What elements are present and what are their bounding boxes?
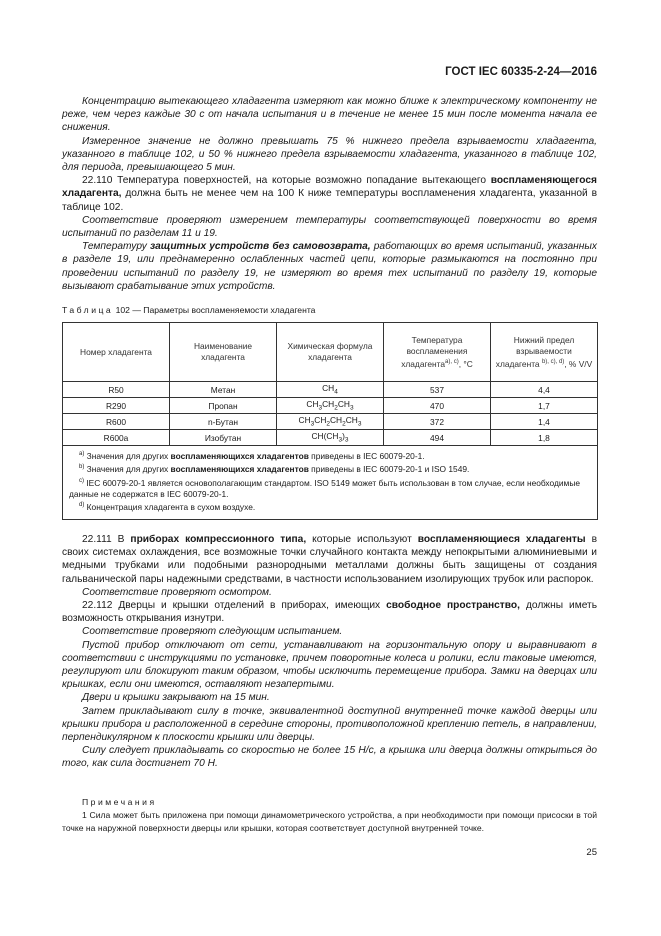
formula-subscript: 3 (349, 404, 354, 412)
paragraph: Двери и крышки закрывают на 15 мин. (82, 692, 270, 704)
refrigerant-name: Метан (170, 382, 277, 398)
ignition-temperature: 494 (384, 430, 491, 446)
refrigerant-name: n-Бутан (170, 414, 277, 430)
caption-text: 102 — Параметры воспламеняемости хладагента (113, 305, 316, 315)
col-header: Химическая формула хладагента (277, 323, 384, 382)
paragraph-22-110 (62, 174, 597, 214)
document-id-header: ГОСТ IEC 60335-2-24—2016 (445, 66, 597, 78)
text: 22.110 Температура поверхностей, на которые возможно попадание вытекающего (82, 175, 491, 187)
lower-explosive-limit: 1,7 (491, 398, 598, 414)
col-header (384, 323, 491, 382)
formula-subscript: 3 (318, 404, 323, 412)
chemical-formula (277, 398, 384, 414)
mark: d) (79, 502, 85, 509)
table-row (63, 430, 598, 446)
formula-subscript: 3 (338, 436, 343, 444)
notes-block (62, 796, 597, 835)
text: Концентрация хладагента в сухом воздухе. (86, 502, 256, 513)
text: Температуру (82, 241, 150, 253)
refrigerant-name: Пропан (170, 398, 277, 414)
text: IEC 60079-20-1 является основополагающим стандартом. ISO 5149 может быть использован в том случае, если необходимые данные не содержатся в IEC 60079-20-1. (69, 477, 580, 499)
text: Значения для других (86, 464, 171, 475)
text: , % V/V (564, 358, 593, 369)
formula-part: CH (322, 383, 335, 394)
term-bold: воспламеняющихся хладагентов (170, 464, 309, 475)
text: приведены в IEC 60079-20-1 и ISO 1549. (308, 464, 470, 475)
text: которые используют (306, 534, 418, 545)
table-row (63, 382, 598, 398)
col-header: Номер хладагента (63, 323, 170, 382)
lower-explosive-limit: 1,4 (491, 414, 598, 430)
term-bold: воспламеняющиеся хладагенты (417, 534, 586, 545)
formula-part: CH (306, 399, 319, 410)
mark: b) (79, 464, 85, 471)
formula-part: CH (330, 415, 343, 426)
text: Нижний предел взрываемости хладагента (495, 334, 575, 369)
formula-subscript: 2 (342, 420, 346, 428)
text: 22.112 Дверцы и крышки отделений в приборах, имеющих (82, 600, 387, 612)
refrigerant-number: R290 (63, 398, 170, 414)
notes-title: Примечания (82, 797, 157, 807)
paragraph-22-112 (62, 599, 597, 625)
term-bold: защитных устройств без самовозврата, (149, 241, 371, 253)
footnote-a (69, 449, 591, 462)
paragraph: Концентрацию вытекающего хладагента измеряют как можно ближе к электрическому компоненту не реже, чем через каждые 30 с от начала испытания и в течение не менее 15 мин после момента начала ее снижения. (62, 96, 597, 134)
term-bold: воспламеняющегося хладагента, (62, 175, 597, 200)
formula-subscript: 3 (344, 436, 349, 444)
table-row (63, 398, 598, 414)
ignition-temperature: 372 (384, 414, 491, 430)
formula-part: CH(CH (311, 431, 339, 442)
refrigerant-table (62, 322, 598, 520)
page-number: 25 (586, 847, 597, 858)
term-bold: свободное пространство, (386, 600, 520, 612)
footnote-ref: b), c), d) (541, 358, 565, 365)
formula-part: CH (298, 415, 311, 426)
formula-subscript: 3 (357, 420, 362, 428)
paragraph: Силу следует прикладывать со скоростью не более 15 Н/с, а крышка или дверца должны открыться до того, как сила достигнет 70 Н. (62, 745, 597, 770)
text: приведены в IEC 60079-20-1. (308, 450, 425, 461)
chemical-formula (277, 382, 384, 398)
paragraph-22-111 (62, 533, 597, 586)
footnote-ref: a), c) (445, 358, 459, 365)
chemical-formula (277, 414, 384, 430)
text: Значения для других (86, 450, 171, 461)
top-text-block (62, 95, 597, 293)
paragraph: Пустой прибор отключают от сети, устанавливают на горизонтальную опору и выравнивают в соответствии с инструкциями по установке, причем поворотные колеса и ролики, если таковые имеются, регулируют или блокируют таким образом, чтобы исключить перемещение прибора. Замки на дверцах или крышках, если они имеются, оставляют незапертыми. (62, 639, 597, 691)
refrigerant-number: R600 (63, 414, 170, 430)
paragraph: Затем прикладывают силу в точке, эквивалентной доступной внутренней точке каждой дверцы или крышки прибора и расположенной в середине стороны, противоположной креплению петель, в направлении, перпендикулярном к плоскости крышки или дверцы. (62, 705, 597, 744)
table-header-row (63, 323, 598, 382)
bottom-text-block (62, 533, 597, 771)
note-1: 1 Сила может быть приложена при помощи динамометрического устройства, а при необходимости при помощи присоски в той точке на наружной поверхности дверцы или крышки, которая соответствует доступной внутренней точке. (62, 810, 597, 833)
paragraph (62, 240, 597, 293)
caption-prefix: Таблица (62, 305, 114, 315)
table-footnotes (63, 446, 598, 520)
term-bold: воспламеняющихся хладагентов (170, 450, 309, 461)
refrigerant-number: R600a (63, 430, 170, 446)
chemical-formula (277, 430, 384, 446)
footnote-c (69, 476, 591, 501)
formula-part: CH (345, 415, 358, 426)
col-header (491, 323, 598, 382)
formula-part: CH (314, 415, 327, 426)
formula-subscript: 3 (310, 420, 315, 428)
text: в своих системах охлаждения, все возможные точки случайного контакта между непокрытыми алюминиевыми и медными трубками или подобными разнородными металлами должны быть защищены от создания гальванической пары надежными средствами, в частности использованием изолирующих трубок или распорок. (62, 534, 597, 585)
footnote-b (69, 462, 591, 475)
footnotes-row (63, 446, 598, 520)
table-caption (62, 305, 315, 315)
mark: a) (79, 451, 85, 457)
text: , °C (458, 358, 473, 369)
ignition-temperature: 470 (384, 398, 491, 414)
text: 22.111 В (82, 534, 131, 545)
paragraph: Соответствие проверяют следующим испытанием. (82, 626, 343, 638)
lower-explosive-limit: 4,4 (491, 382, 598, 398)
table-row (63, 414, 598, 430)
paragraph: Измеренное значение не должно превышать 75 % нижнего предела взрываемости хладагента, указанного в таблице 102, и 50 % нижнего предела взрываемости хладагента, указанного в таблице 102, для периода, превышающего 5 мин. (62, 135, 597, 174)
mark: c) (79, 477, 84, 484)
text: должны иметь возможность открывания изнутри. (62, 600, 597, 625)
paragraph: Соответствие проверяют осмотром. (82, 586, 272, 598)
formula-subscript: 4 (334, 388, 338, 396)
formula-subscript: 2 (326, 420, 330, 428)
col-header: Наименование хладагента (170, 323, 277, 382)
formula-part: CH (322, 399, 335, 410)
formula-part: CH (337, 399, 350, 410)
refrigerant-number: R50 (63, 382, 170, 398)
footnote-d (69, 500, 591, 513)
paragraph: Соответствие проверяют измерением температуры соответствующей поверхности во время испытаний по разделам 11 и 19. (62, 214, 597, 240)
text: должна быть не менее чем на 100 К ниже температуры воспламенения хладагента, указанной в таблице 102. (62, 188, 597, 213)
formula-subscript: 2 (334, 404, 338, 412)
text: работающих во время испытаний, указанных в разделе 19, или преднамеренно ослабленных частей цепи, которые размыкаются на постоянно при проведении испытаний по разделу 19, не измеряют во время тех испытаний по разделу 19, которые вызывают срабатывание этих устройств. (62, 241, 597, 292)
lower-explosive-limit: 1,8 (491, 430, 598, 446)
ignition-temperature: 537 (384, 382, 491, 398)
text: Температура воспламенения хладагента (401, 334, 468, 369)
term-bold: приборах компрессионного типа, (130, 534, 307, 545)
refrigerant-name: Изобутан (170, 430, 277, 446)
formula-part: ) (342, 431, 345, 442)
